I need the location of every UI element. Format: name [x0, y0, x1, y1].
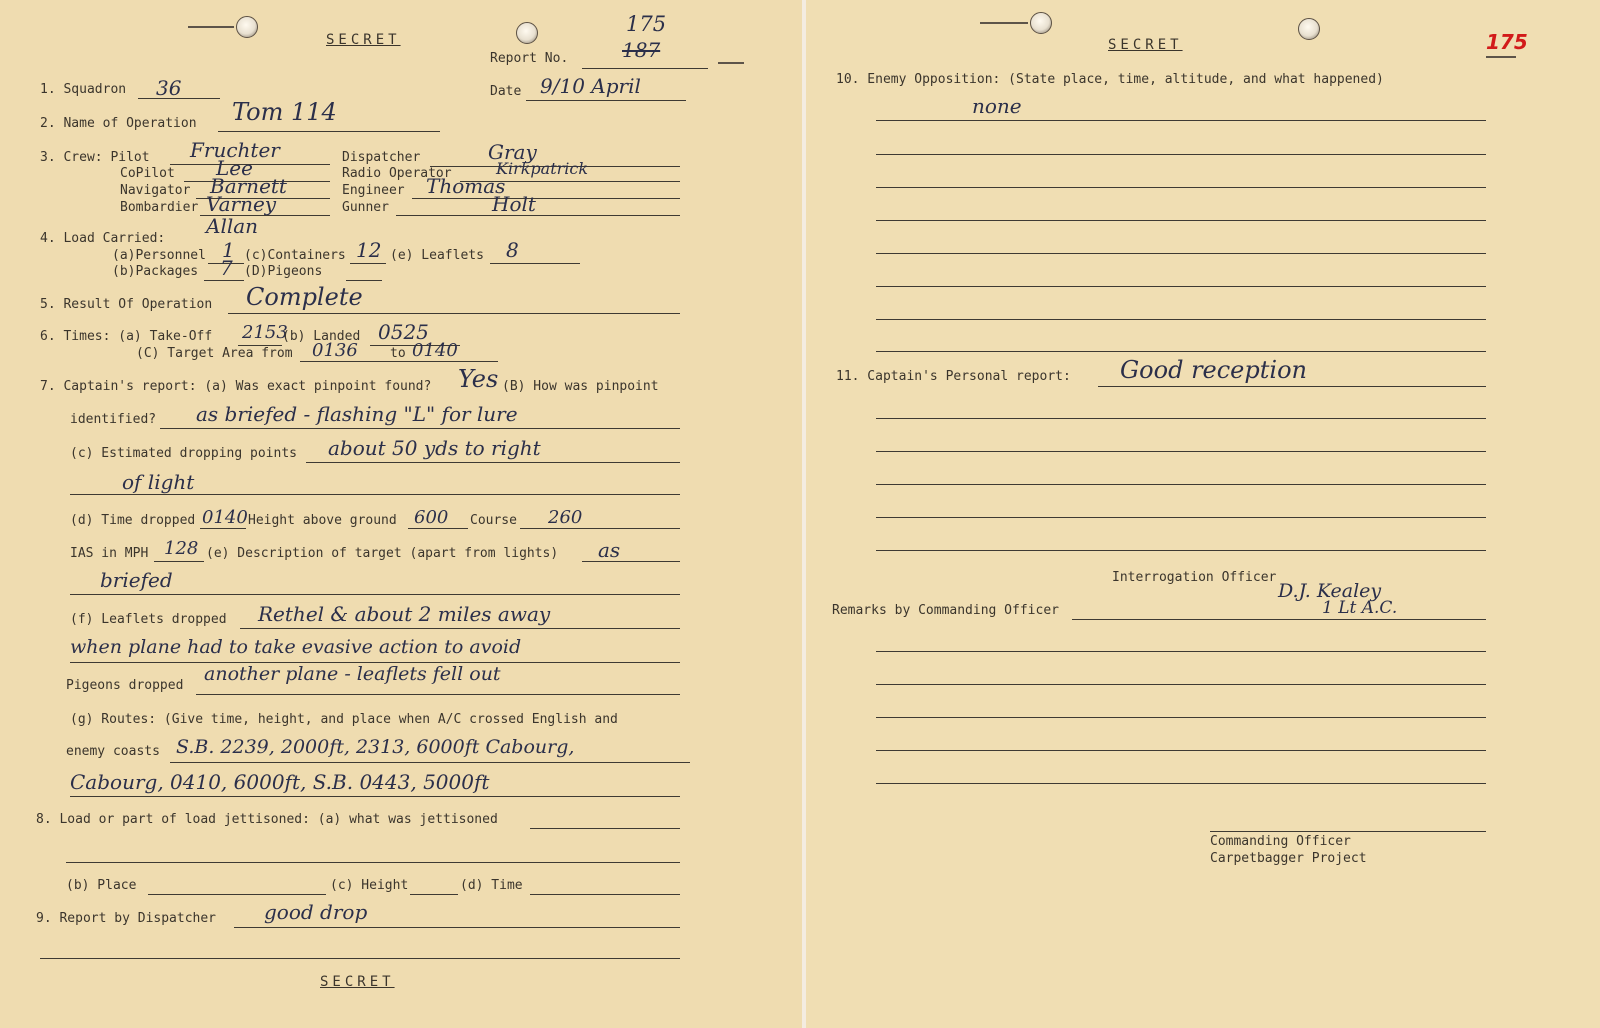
description-value2: briefed: [100, 568, 173, 592]
est-drop-line: [306, 462, 680, 463]
commanding-officer-signature-line: [1210, 831, 1486, 832]
containers-line: [350, 263, 386, 264]
leaflets-line: [490, 263, 580, 264]
engineer-line: [412, 198, 680, 199]
enemy-line-5: [876, 253, 1486, 254]
remarks-line-1: [1072, 619, 1486, 620]
enemy-line-8: [876, 351, 1486, 352]
enemy-line-4: [876, 220, 1486, 221]
squadron-label: 1. Squadron: [40, 82, 127, 97]
report-no-label: Report No.: [490, 51, 569, 66]
interrogation-signature-rank: 1 Lt A.C.: [1322, 598, 1398, 618]
enemy-opposition-label: 10. Enemy Opposition: (State place, time, altitude, and what happened): [836, 72, 1384, 87]
jettison-line2: [66, 862, 680, 863]
result-value: Complete: [246, 283, 363, 311]
gunner-line: [396, 215, 680, 216]
operation-label: 2. Name of Operation: [40, 116, 197, 131]
extra-crew-value: Allan: [206, 214, 259, 238]
pencil-mark: [188, 26, 234, 28]
identified-label: identified?: [70, 412, 157, 427]
packages-label: (b)Packages: [112, 264, 199, 279]
squadron-line: [138, 98, 220, 99]
dispatcher-report-line2: [40, 958, 680, 959]
dispatcher-label: Dispatcher: [342, 150, 421, 165]
description-line2: [70, 594, 680, 595]
containers-value: 12: [356, 238, 382, 262]
est-drop-value2: of light: [122, 470, 195, 494]
remarks-line-5: [876, 750, 1486, 751]
leaflets-label: (e) Leaflets: [390, 248, 484, 263]
height-label: Height above ground: [248, 513, 397, 528]
captain-personal-report-label: 11. Captain's Personal report:: [836, 369, 1071, 384]
description-label: (e) Description of target (apart from lights): [206, 546, 559, 561]
result-label: 5. Result Of Operation: [40, 297, 213, 312]
engineer-label: Engineer: [342, 183, 405, 198]
report-no-line: [582, 68, 708, 69]
pigeons-line: [346, 280, 382, 281]
captain-line-4: [876, 484, 1486, 485]
pilot-value: Fruchter: [190, 138, 280, 162]
course-label: Course: [470, 513, 517, 528]
target-from-value: 0136: [312, 340, 358, 361]
leaflets-dropped-label: (f) Leaflets dropped: [70, 612, 227, 627]
pinpoint-how-label: (B) How was pinpoint: [502, 379, 659, 394]
course-line: [520, 528, 680, 529]
captain-line-5: [876, 517, 1486, 518]
bombardier-label: Bombardier: [120, 200, 199, 215]
est-drop-value: about 50 yds to right: [328, 436, 541, 460]
project-label: Carpetbagger Project: [1210, 851, 1367, 866]
height-value: 600: [414, 507, 449, 528]
leaflets-dropped-value2: when plane had to take evasive action to avoid: [70, 636, 522, 658]
place-line: [148, 894, 326, 895]
ias-line: [154, 561, 204, 562]
captain-line-3: [876, 451, 1486, 452]
landed-value: 0525: [378, 320, 429, 344]
enemy-opposition-value: none: [972, 94, 1022, 118]
identified-value: as briefed - flashing "L" for lure: [196, 402, 518, 426]
landed-label: (b) Landed: [282, 329, 361, 344]
date-value: 9/10 April: [540, 74, 641, 98]
jettison-line: [530, 828, 680, 829]
interrogation-officer-label: Interrogation Officer: [1112, 570, 1277, 585]
personnel-value: 1: [222, 238, 235, 262]
date-line: [526, 100, 686, 101]
pilot-label: 3. Crew: Pilot: [40, 150, 150, 165]
security-header: SECRET: [326, 32, 401, 48]
page-number: 175: [1486, 30, 1528, 54]
pigeons-label: (D)Pigeons: [244, 264, 323, 279]
load-carried-label: 4. Load Carried:: [40, 231, 166, 246]
remarks-line-4: [876, 717, 1486, 718]
time-d-label: (d) Time: [460, 878, 523, 893]
captain-line-6: [876, 550, 1486, 551]
captain-personal-report-value: Good reception: [1120, 356, 1307, 384]
target-area-line: [300, 361, 498, 362]
result-line: [228, 313, 680, 314]
routes-value2: Cabourg, 0410, 6000ft, S.B. 0443, 5000ft: [70, 770, 490, 794]
gunner-value: Holt: [492, 192, 536, 216]
pigeons-dropped-value: another plane - leaflets fell out: [204, 663, 501, 685]
copilot-label: CoPilot: [120, 166, 175, 181]
leaflets-dropped-line: [240, 628, 680, 629]
personnel-label: (a)Personnel: [112, 248, 206, 263]
right-form-area: [830, 0, 1590, 885]
containers-label: (c)Containers: [244, 248, 346, 263]
remarks-label: Remarks by Commanding Officer: [832, 603, 1059, 618]
navigator-label: Navigator: [120, 183, 191, 198]
pinpoint-found-value: Yes: [458, 365, 499, 393]
target-to-value: 0140: [412, 340, 458, 361]
ias-value: 128: [164, 538, 199, 559]
date-label: Date: [490, 84, 522, 99]
packages-value: 7: [220, 256, 233, 280]
height-c-line: [410, 894, 458, 895]
height-line: [408, 528, 468, 529]
time-d-line: [530, 894, 680, 895]
time-dropped-label: (d) Time dropped: [70, 513, 196, 528]
routes-label: (g) Routes: (Give time, height, and place when A/C crossed English and: [70, 712, 618, 727]
enemy-line-1: [876, 120, 1486, 121]
height-c-label: (c) Height: [330, 878, 409, 893]
time-dropped-value: 0140: [202, 507, 248, 528]
target-area-label: (C) Target Area from: [136, 346, 293, 361]
operation-line: [218, 131, 440, 132]
course-value: 260: [548, 507, 583, 528]
pencil-mark: [718, 62, 744, 64]
est-drop-label: (c) Estimated dropping points: [70, 446, 297, 461]
routes-line2: [70, 796, 680, 797]
report-no-struck: 187: [622, 38, 661, 62]
routes-line: [170, 762, 690, 763]
navigator-value: Barnett: [210, 174, 287, 198]
copilot-value: Lee: [216, 156, 253, 180]
identified-line: [160, 428, 680, 429]
pigeons-dropped-label: Pigeons dropped: [66, 678, 184, 693]
operation-value: Tom 114: [232, 98, 337, 126]
leaflets-dropped-value: Rethel & about 2 miles away: [258, 602, 551, 626]
interrogation-signature: D.J. Kealey: [1278, 580, 1382, 602]
engineer-value: Thomas: [426, 174, 506, 198]
takeoff-label: 6. Times: (a) Take-Off: [40, 329, 213, 344]
enemy-line-3: [876, 187, 1486, 188]
security-footer: SECRET: [320, 974, 395, 990]
leaflets-value: 8: [506, 238, 519, 262]
enemy-line-7: [876, 319, 1486, 320]
squadron-value: 36: [156, 76, 182, 100]
description-value: as: [598, 538, 621, 562]
captain-report-label: 7. Captain's report: (a) Was exact pinpoint found?: [40, 379, 432, 394]
captain-line-1: [1098, 386, 1486, 387]
enemy-coasts-label: enemy coasts: [66, 744, 160, 759]
est-drop-line2: [70, 494, 680, 495]
pigeons-dropped-line: [196, 694, 680, 695]
security-header-right: SECRET: [1108, 37, 1183, 53]
enemy-line-6: [876, 286, 1486, 287]
jettison-label: 8. Load or part of load jettisoned: (a) what was jettisoned: [36, 812, 498, 827]
bombardier-value: Varney: [206, 192, 277, 216]
dispatcher-report-label: 9. Report by Dispatcher: [36, 911, 217, 926]
radio-operator-value: Kirkpatrick: [496, 159, 589, 178]
ias-label: IAS in MPH: [70, 546, 149, 561]
commanding-officer-label: Commanding Officer: [1210, 834, 1351, 849]
punch-hole: [236, 16, 258, 38]
place-label: (b) Place: [66, 878, 137, 893]
time-dropped-line: [200, 528, 246, 529]
captain-line-2: [876, 418, 1486, 419]
punch-hole: [516, 22, 538, 44]
packages-line: [204, 280, 244, 281]
routes-value: S.B. 2239, 2000ft, 2313, 6000ft Cabourg,: [176, 736, 575, 758]
takeoff-value: 2153: [242, 322, 288, 343]
gunner-label: Gunner: [342, 200, 389, 215]
remarks-line-2: [876, 651, 1486, 652]
enemy-line-2: [876, 154, 1486, 155]
target-to-label: to: [390, 346, 406, 361]
remarks-line-3: [876, 684, 1486, 685]
dispatcher-report-line: [234, 927, 680, 928]
description-line: [582, 561, 680, 562]
dispatcher-report-value: good drop: [264, 900, 368, 924]
dispatcher-value: Gray: [488, 140, 537, 164]
remarks-line-6: [876, 783, 1486, 784]
report-no-value: 175: [626, 12, 667, 36]
radio-operator-label: Radio Operator: [342, 166, 452, 181]
